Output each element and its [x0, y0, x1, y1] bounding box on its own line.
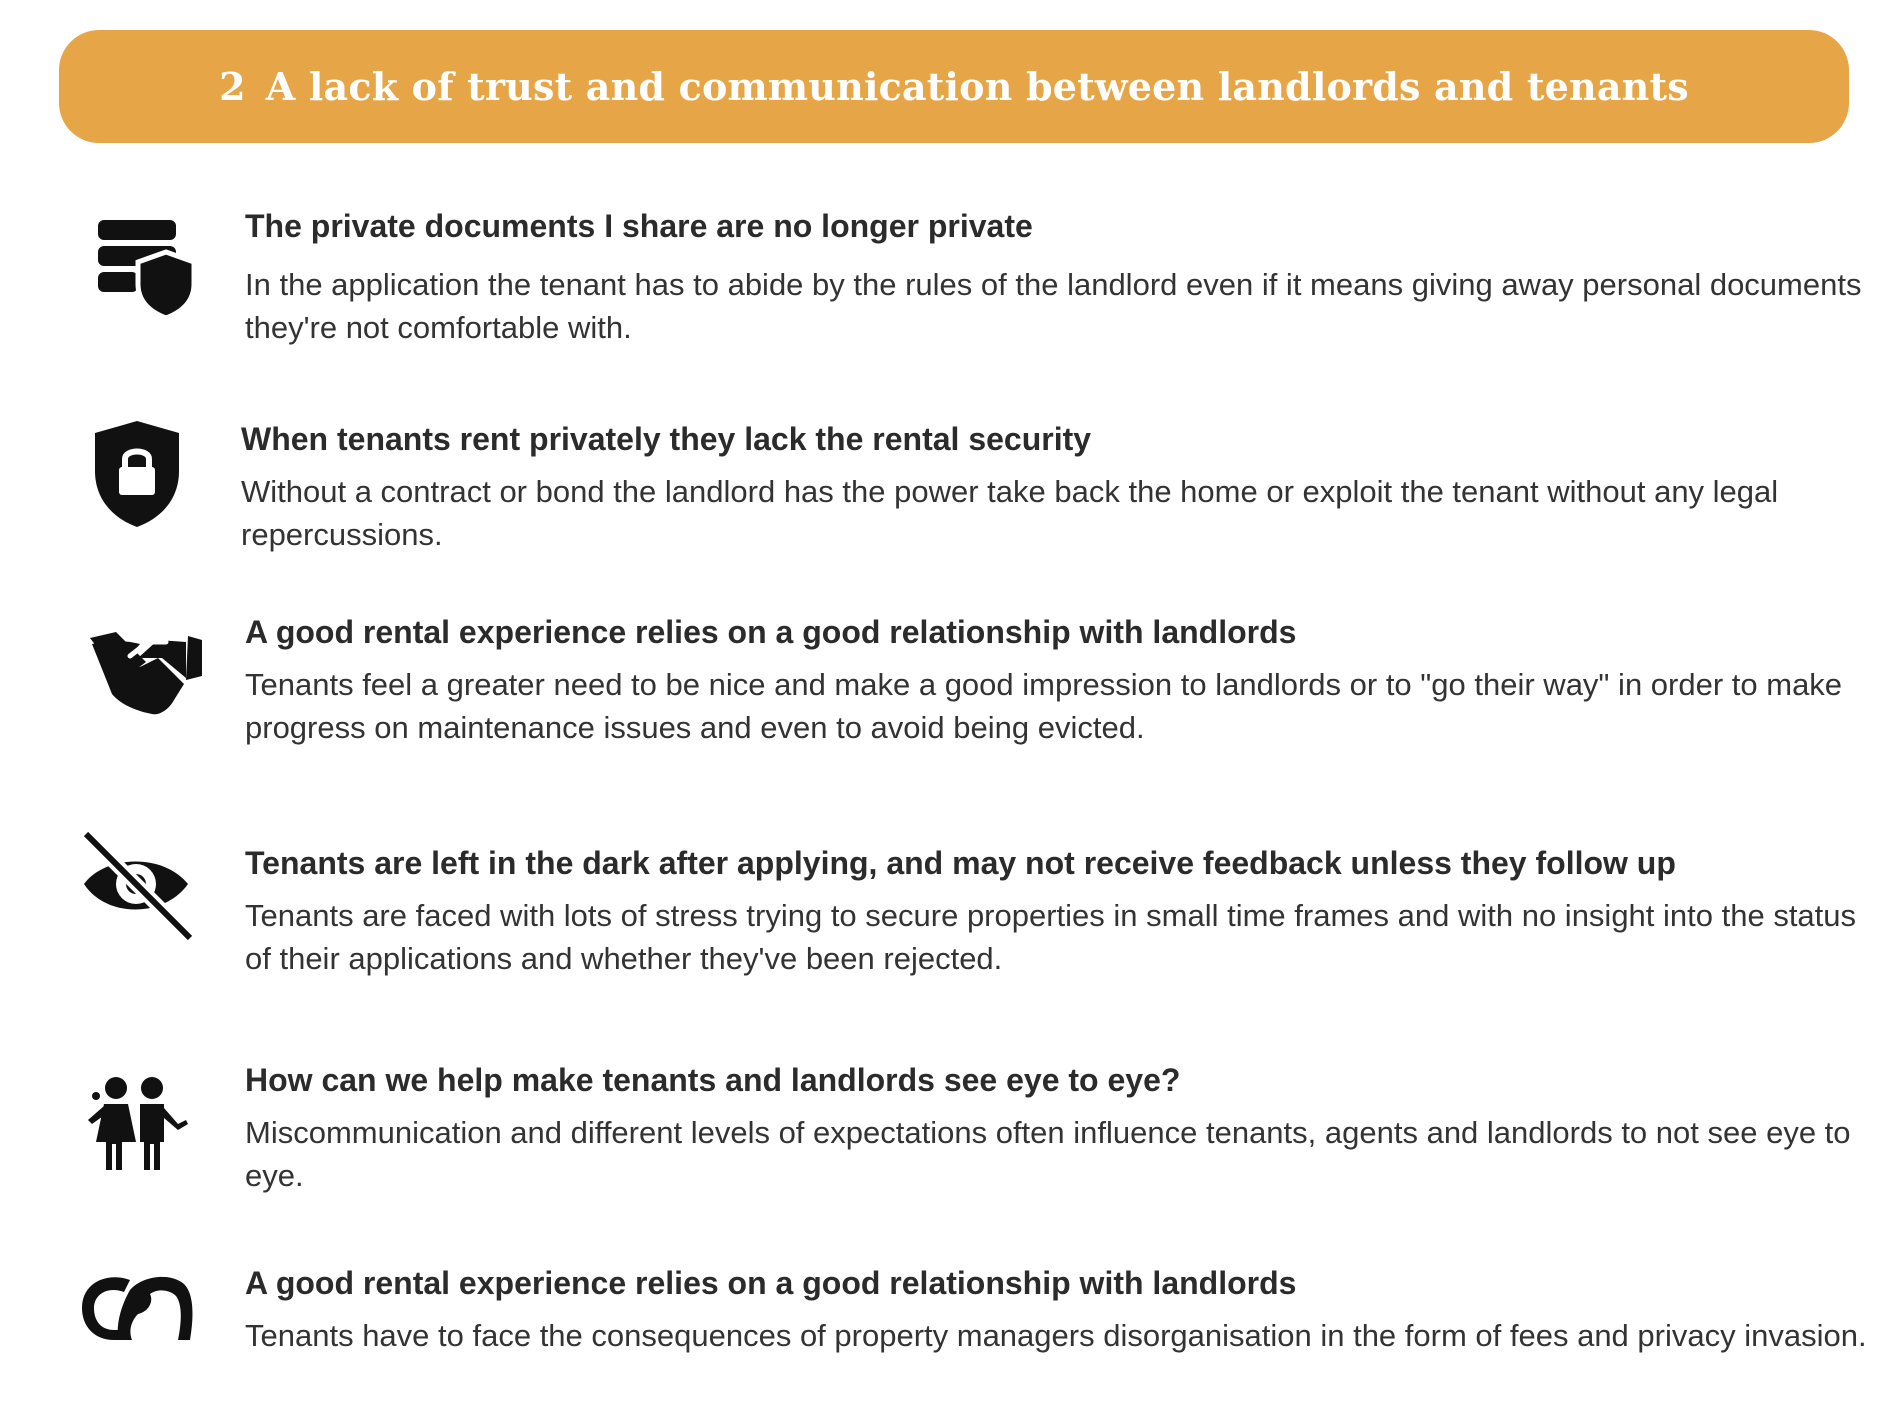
item-body: Tenants feel a greater need to be nice and make a good impression to landlords or to "go their way" in order to make progress on maintenance issues and even to avoid being evicted.	[245, 667, 1843, 745]
item-title: A good rental experience relies on a good relationship with landlords	[245, 614, 1297, 650]
item-title: The private documents I share are no longer private	[245, 208, 1033, 244]
item-title: When tenants rent privately they lack the rental security	[241, 421, 1092, 457]
banner-title-text: A lack of trust and communication between landlords and tenants	[265, 64, 1689, 109]
banner-title	[219, 64, 1689, 109]
two-faces-icon	[78, 1264, 198, 1384]
item-body: Miscommunication and different levels of expectations often influence tenants, agents and landlords to not see eye to eye.	[245, 1115, 1851, 1193]
item-title: A good rental experience relies on a good relationship with landlords	[245, 1265, 1297, 1301]
item-title: Tenants are left in the dark after applying, and may not receive feedback unless they follow up	[245, 845, 1676, 881]
item-body: In the application the tenant has to abide by the rules of the landlord even if it means giving away personal documents they're not comfortable with.	[245, 267, 1862, 345]
shield-lock-icon	[85, 415, 205, 535]
eye-slash-icon	[78, 828, 198, 948]
section-banner	[59, 30, 1849, 143]
handshake-icon	[88, 622, 208, 742]
item-body: Without a contract or bond the landlord has the power take back the home or exploit the tenant without any legal repercussions.	[241, 474, 1779, 552]
item-body: Tenants are faced with lots of stress trying to secure properties in small time frames and with no insight into the status of their applications and whether they've been rejected.	[245, 898, 1857, 976]
document-shield-icon	[90, 212, 210, 332]
children-icon	[82, 1072, 202, 1192]
item-body: Tenants have to face the consequences of property managers disorganisation in the form of fees and privacy invasion.	[245, 1318, 1867, 1353]
item-title: How can we help make tenants and landlords see eye to eye?	[245, 1062, 1181, 1098]
banner-number: 2	[219, 64, 246, 109]
